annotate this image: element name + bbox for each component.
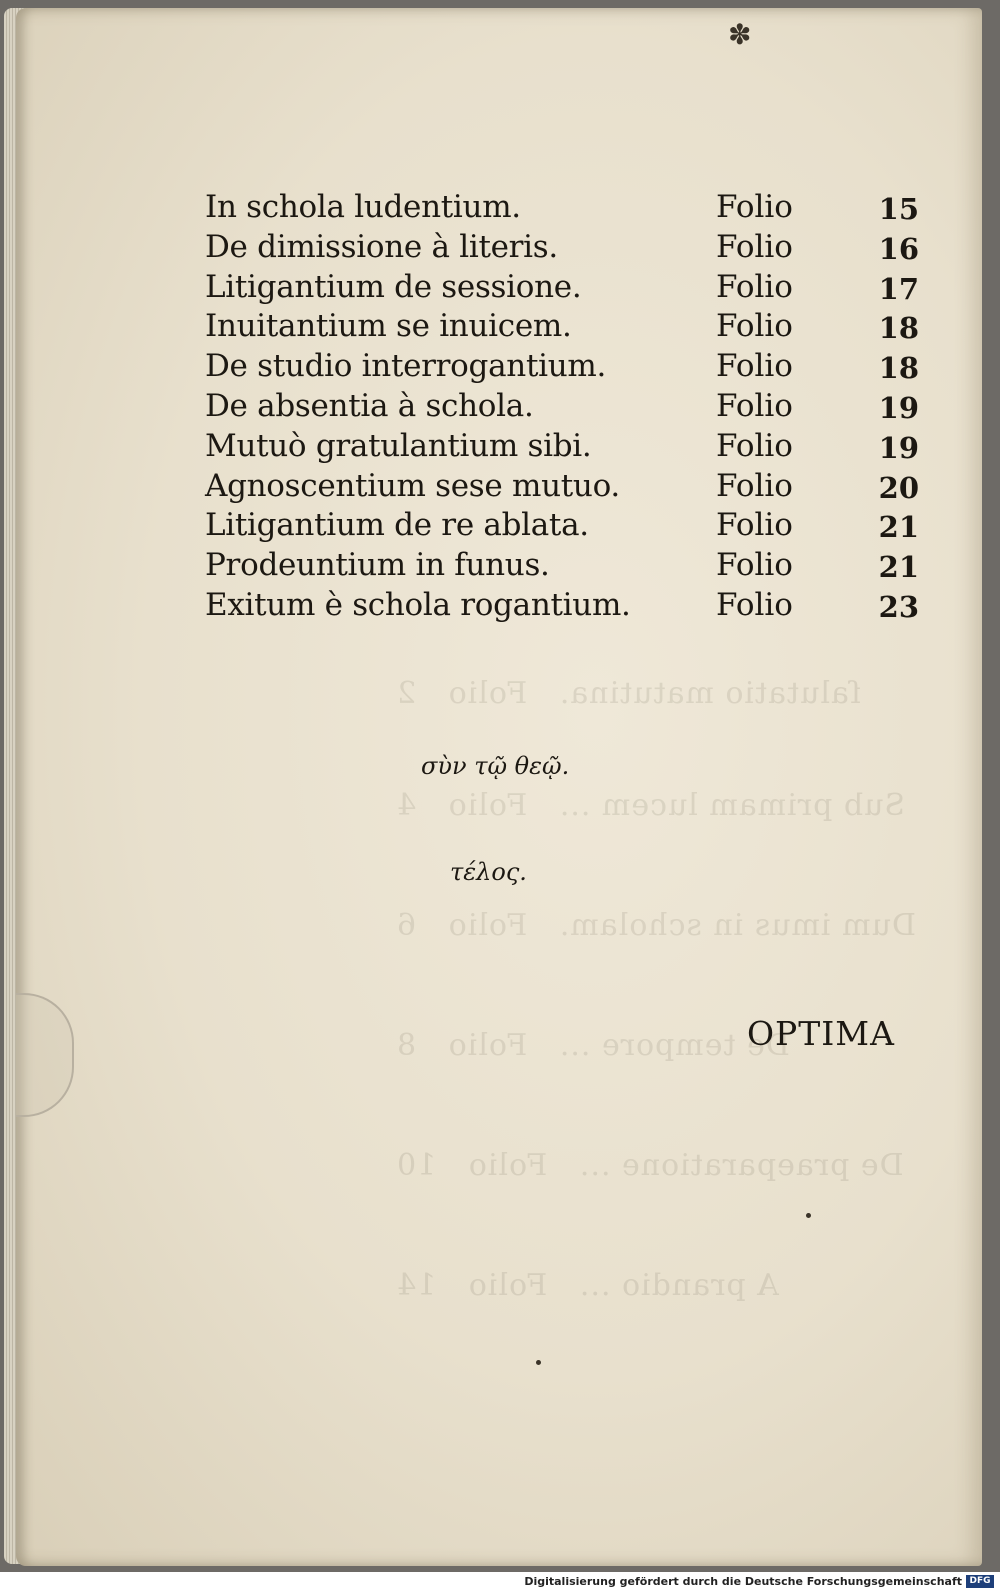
toc-page-number: 21 (878, 510, 919, 545)
toc-title: Inuitantium se inuicem. (205, 308, 572, 345)
toc-row (205, 467, 925, 507)
toc-row (205, 546, 925, 586)
toc-title: De dimissione à literis. (205, 228, 558, 265)
toc-row (205, 347, 925, 387)
toc-row (205, 188, 925, 228)
toc-folio-label: Folio (716, 268, 793, 305)
toc-row (205, 506, 925, 546)
toc-folio-label: Folio (716, 427, 793, 464)
book-page (16, 8, 982, 1566)
ink-speck (536, 1360, 541, 1365)
toc-row (205, 387, 925, 427)
toc-row (205, 586, 925, 626)
toc-title: De absentia à schola. (205, 387, 534, 424)
toc-row (205, 307, 925, 347)
toc-folio-label: Folio (716, 547, 793, 584)
toc-title: Litigantium de re ablata. (205, 507, 589, 544)
toc-folio-label: Folio (716, 308, 793, 345)
toc-folio-label: Folio (716, 387, 793, 424)
toc-folio-label: Folio (716, 228, 793, 265)
ink-speck (806, 1213, 811, 1218)
toc-folio-label: Folio (716, 586, 793, 623)
toc-page-number: 18 (878, 311, 919, 346)
toc-folio-label: Folio (716, 467, 793, 504)
toc-page-number: 19 (878, 390, 919, 425)
toc-page-number: 23 (878, 589, 919, 624)
digitization-footer (0, 1572, 1000, 1592)
toc-title: Agnoscentium sese mutuo. (205, 467, 620, 504)
toc-title: Litigantium de sessione. (205, 268, 582, 305)
toc-row (205, 228, 925, 268)
toc-title: De studio interrogantium. (205, 348, 607, 385)
toc-page-number: 21 (878, 550, 919, 585)
show-through-text: De praeparatione ... Folio 10 (396, 1148, 904, 1183)
greek-telos: τέλος. (450, 858, 527, 886)
toc-page-number: 15 (878, 192, 919, 226)
toc-folio-label: Folio (716, 348, 793, 385)
toc-page-number: 18 (878, 351, 919, 386)
toc-title: Prodeuntium in funus. (205, 547, 550, 584)
toc-title: In schola ludentium. (205, 189, 521, 225)
greek-closing-phrase: σὺν τῷ θεῷ. (421, 752, 570, 780)
flower-ornament-icon: ✽ (728, 18, 752, 51)
show-through-text: ſalutatio matutina. Folio 2 (396, 676, 861, 711)
toc-folio-label: Folio (716, 189, 793, 225)
dfg-logo: DFG (966, 1575, 994, 1588)
toc-folio-label: Folio (716, 507, 793, 544)
toc-page-number: 19 (878, 430, 919, 465)
toc-row (205, 268, 925, 308)
show-through-text: Dum imus in scholam. Folio 6 (396, 908, 916, 943)
show-through-text: A prandio ... Folio 14 (396, 1268, 779, 1303)
toc-page-number: 16 (878, 231, 919, 266)
show-through-text: De tempore ... Folio 8 (396, 1028, 790, 1063)
toc-page-number: 17 (878, 271, 919, 306)
show-through-text: Sub primam lucem ... Folio 4 (396, 788, 905, 823)
table-of-contents (205, 188, 925, 626)
toc-row (205, 427, 925, 467)
toc-page-number: 20 (878, 470, 919, 505)
catchword: OPTIMA (747, 1014, 895, 1053)
page-clip (16, 993, 74, 1117)
toc-title: Exitum è schola rogantium. (205, 586, 631, 623)
toc-title: Mutuò gratulantium sibi. (205, 427, 592, 464)
funding-credit: Digitalisierung gefördert durch die Deutsche Forschungsgemeinschaft (524, 1575, 962, 1588)
